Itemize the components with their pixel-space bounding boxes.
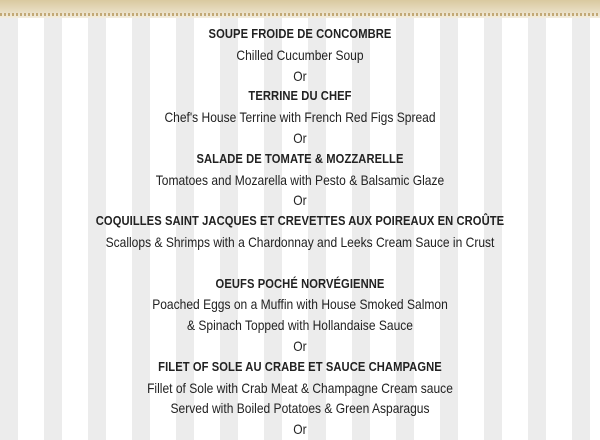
menu-item-description: Chef's House Terrine with French Red Figs Spread [164,109,436,126]
or-separator: Or [293,67,307,84]
menu-item-title: TERRINE DU CHEF [248,88,352,104]
or-separator: Or [293,337,307,354]
menu-item-title: SALADE DE TOMATE & MOZZARELLE [196,150,404,166]
menu-item-title: OEUFS POCHÉ NORVÉGIENNE [215,275,385,291]
menu-list [0,24,600,440]
dotted-trim [0,13,600,16]
menu-item-title: COQUILLES SAINT JACQUES ET CREVETTES AUX POIREAUX EN CROÛTE [95,213,505,229]
menu-item-description: Chilled Cucumber Soup [236,46,364,63]
menu-item-description: Scallops & Shrimps with a Chardonnay and Leeks Cream Sauce in Crust [105,233,495,250]
menu-item-description: Fillet of Sole with Crab Meat & Champagne Cream sauce [147,379,453,396]
menu-item-description: Tomatoes and Mozarella with Pesto & Balsamic Glaze [155,171,445,188]
menu-item-description: Served with Boiled Potatoes & Green Asparagus [170,400,430,417]
section-spacer [0,253,600,274]
top-decorative-border [0,0,600,18]
or-separator: Or [293,421,307,438]
menu-item-title: SOUPE FROIDE DE CONCOMBRE [208,26,392,41]
or-separator: Or [293,129,307,146]
menu-item-title: FILET OF SOLE AU CRABE ET SAUCE CHAMPAGNE [158,358,442,374]
or-separator: Or [293,192,307,209]
menu-item-description: & Spinach Topped with Hollandaise Sauce [186,317,414,334]
menu-item-description: Poached Eggs on a Muffin with House Smoked Salmon [152,296,448,313]
